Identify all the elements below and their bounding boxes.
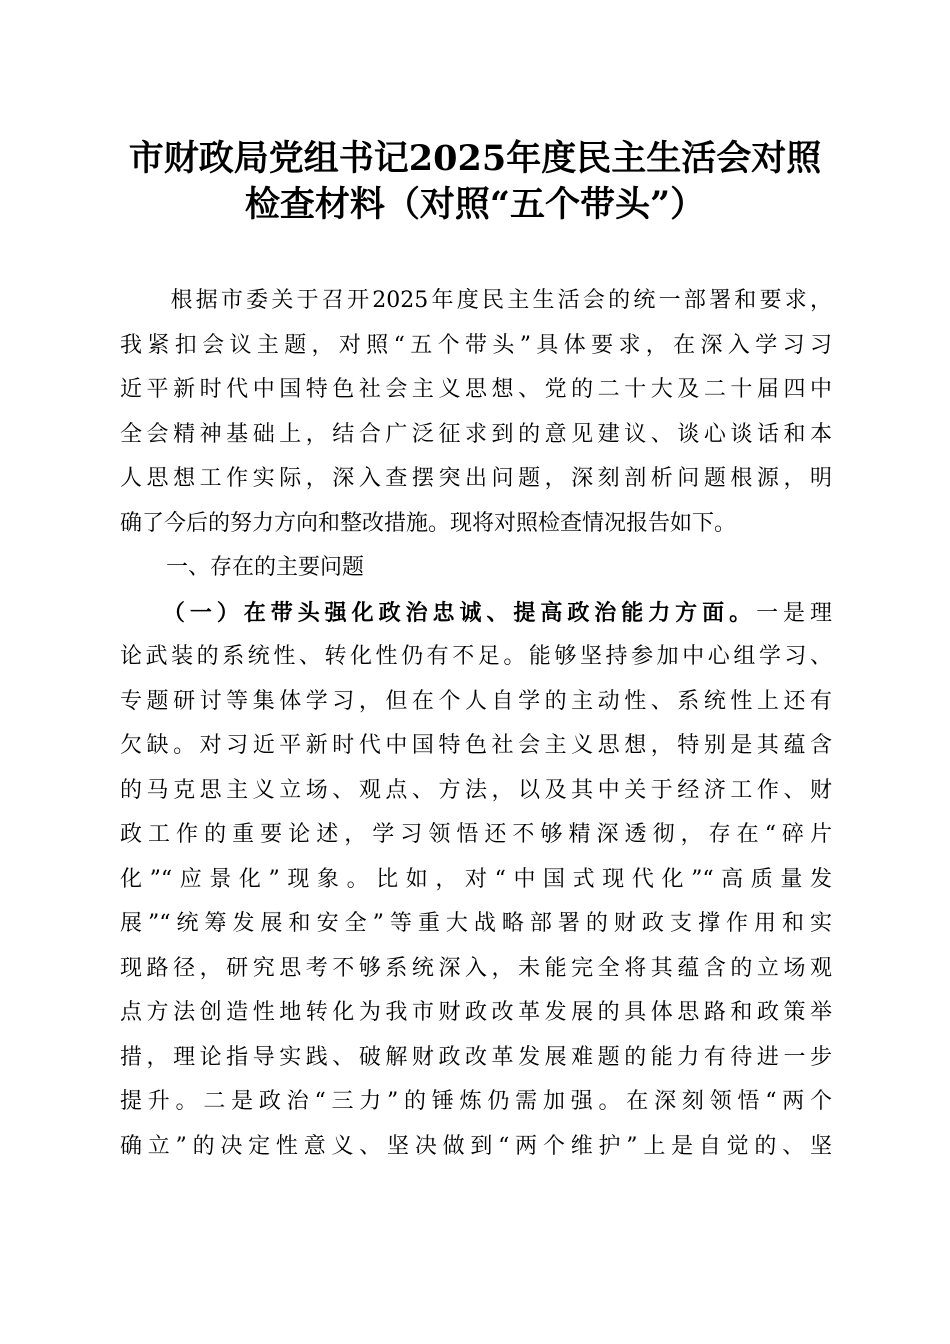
intro-line: 近平新时代中国特色社会主义思想、党的二十大及二十届四中 (120, 377, 832, 402)
intro-line: 全会精神基础上，结合广泛征求到的意见建议、谈心谈话和本 (120, 421, 832, 447)
body-line: 点方法创造性地转化为我市财政改革发展的具体思路和政策举 (120, 1000, 832, 1025)
section-heading: 一、存在的主要问题 (166, 555, 365, 580)
body-line: 政工作的重要论述，学习领悟还不够精深透彻，存在“碎片 (120, 822, 832, 847)
intro-line: 我紧扣会议主题，对照“五个带头”具体要求，在深入学习习 (120, 332, 832, 358)
document-title (0, 136, 950, 228)
title-line-1: 市财政局党组书记2025年度民主生活会对照 (128, 138, 822, 179)
body-line: 措，理论指导实践、破解财政改革发展难题的能力有待进一步 (120, 1044, 832, 1070)
body-line: 现路径，研究思考不够系统深入，未能完全将其蕴含的立场观 (120, 955, 832, 981)
body-line: 展”“统筹发展和安全”等重大战略部署的财政支撑作用和实 (120, 911, 832, 936)
body-line: 论武装的系统性、转化性仍有不足。能够坚持参加中心组学习、 (120, 644, 832, 669)
intro-line: 人思想工作实际，深入查摆突出问题，深刻剖析问题根源，明 (120, 466, 832, 491)
intro-line: 根据市委关于召开2025年度民主生活会的统一部署和要求， (120, 288, 832, 313)
intro-line: 确了今后的努力方向和整改措施。现将对照检查情况报告如下。 (120, 510, 737, 536)
title-line-2: 检查材料（对照“五个带头”） (244, 184, 706, 225)
body-line: 提升。二是政治“三力”的锤炼仍需加强。在深刻领悟“两个 (120, 1089, 832, 1114)
subsection-heading: （一）在带头强化政治忠诚、提高政治能力方面。 (120, 599, 757, 626)
document-body (120, 279, 832, 1169)
body-line: 确立”的决定性意义、坚决做到“两个维护”上是自觉的、坚 (120, 1133, 832, 1159)
body-line: 专题研讨等集体学习，但在个人自学的主动性、系统性上还有 (120, 688, 832, 714)
subsection-lead-line (120, 591, 832, 636)
subsection-lead-text: 一是理 (756, 600, 832, 626)
body-line: 欠缺。对习近平新时代中国特色社会主义思想，特别是其蕴含 (120, 733, 832, 758)
body-line: 化”“应景化”现象。比如，对“中国式现代化”“高质量发 (120, 866, 832, 892)
body-line: 的马克思主义立场、观点、方法，以及其中关于经济工作、财 (120, 777, 832, 803)
